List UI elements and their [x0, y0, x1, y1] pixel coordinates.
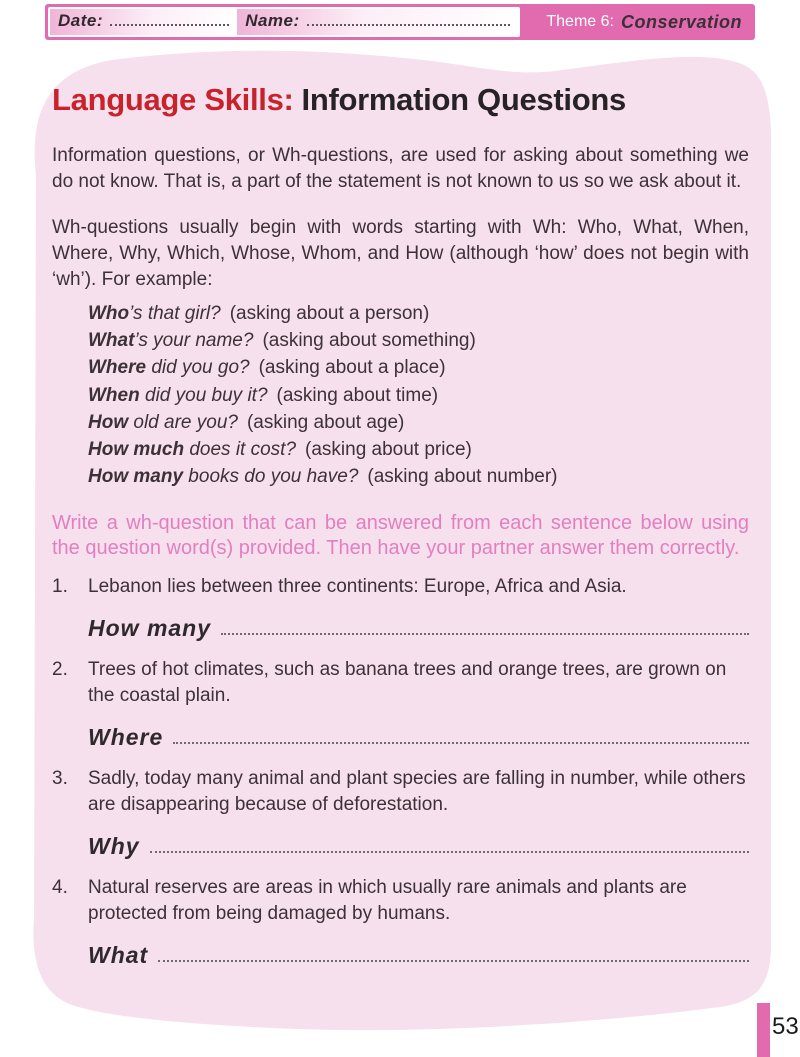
example-note: (asking about number)	[367, 466, 558, 488]
answer-row	[88, 719, 749, 751]
intro-paragraph-2: Wh-questions usually begin with words starting with Wh: Who, What, When, Where, Why, Which, Whose, Whom, and How (although ‘how’ does not begin with ‘wh’). For example:	[52, 217, 749, 290]
answer-question-word: How many	[88, 615, 212, 642]
answer-question-word: What	[88, 942, 149, 969]
example-note: (asking about something)	[262, 330, 476, 352]
example-question-word: When	[88, 384, 140, 406]
answer-question-word: Where	[88, 724, 164, 751]
exercise-sentence: Trees of hot climates, such as banana trees and orange trees, are grown on the coastal plain.	[88, 659, 727, 707]
answer-question-word: Why	[88, 833, 140, 860]
exercise-sentence: Lebanon lies between three continents: Europe, Africa and Asia.	[88, 576, 627, 598]
theme-value: Conservation	[620, 11, 742, 32]
example-question-word: How many	[88, 466, 184, 488]
page-number-bar	[757, 1003, 770, 1057]
example-line	[88, 354, 749, 381]
exercise-sentence-row	[52, 766, 749, 818]
page-title	[52, 80, 749, 120]
example-line	[88, 300, 749, 327]
example-note: (asking about a place)	[258, 357, 446, 379]
exercise-number: 3.	[52, 768, 68, 790]
exercise-instruction: Write a wh-question that can be answered from each sentence below using the question word(s) provided. Then have your partner answer them correctly.	[52, 512, 749, 560]
exercise-item-1	[52, 574, 749, 642]
example-line	[88, 436, 749, 463]
exercise-number: 1.	[52, 576, 68, 598]
answer-blank-line	[221, 625, 749, 635]
examples-list	[88, 300, 749, 490]
exercise-sentence: Sadly, today many animal and plant species are falling in number, while others are disappearing because of deforestation.	[88, 768, 746, 816]
exercise-list	[52, 574, 749, 969]
answer-row	[88, 828, 749, 860]
page-title-red: Language Skills:	[52, 82, 294, 117]
example-question-rest: did you go?	[146, 357, 250, 379]
example-question-rest: does it cost?	[184, 439, 297, 461]
example-question-rest: did you buy it?	[139, 384, 268, 406]
exercise-sentence: Natural reserves are areas in which usually rare animals and plants are protected from being damaged by humans.	[88, 877, 687, 925]
example-note: (asking about age)	[246, 411, 405, 433]
worksheet-content	[52, 80, 749, 984]
date-label: Date:	[58, 11, 104, 30]
theme-label: Theme 6:	[546, 13, 614, 30]
answer-blank-line	[158, 952, 749, 962]
example-question-rest: old are you?	[128, 411, 238, 433]
example-line	[88, 327, 749, 354]
example-question-word: How	[88, 411, 129, 433]
answer-blank-line	[150, 843, 749, 853]
exercise-number: 4.	[52, 877, 68, 899]
page-number: 53	[772, 1013, 799, 1040]
example-note: (asking about a person)	[229, 303, 430, 324]
exercise-sentence-row	[52, 875, 749, 927]
exercise-item-3	[52, 766, 749, 860]
example-question-rest: ’s that girl?	[129, 303, 221, 324]
example-line	[88, 463, 749, 490]
exercise-item-4	[52, 875, 749, 969]
example-note: (asking about time)	[276, 384, 439, 406]
example-question-rest: ’s your name?	[134, 330, 254, 352]
name-label: Name:	[245, 11, 300, 30]
example-note: (asking about price)	[305, 439, 472, 461]
example-line	[88, 409, 749, 436]
example-question-rest: books do you have?	[183, 466, 359, 488]
example-question-word: What	[88, 330, 135, 352]
exercise-sentence-row	[52, 657, 749, 709]
example-question-word: Who	[88, 303, 130, 324]
answer-row	[88, 937, 749, 969]
example-line	[88, 382, 749, 409]
example-question-word: Where	[88, 357, 147, 379]
exercise-item-2	[52, 657, 749, 751]
intro-paragraph-1: Information questions, or Wh-questions, are used for asking about something we do not know. That is, a part of the statement is not known to us so we ask about it.	[52, 145, 749, 192]
exercise-sentence-row	[52, 574, 749, 600]
exercise-number: 2.	[52, 659, 68, 681]
answer-row	[88, 610, 749, 642]
page-title-black: Information Questions	[301, 82, 626, 117]
example-question-word: How much	[88, 439, 185, 461]
answer-blank-line	[173, 734, 749, 744]
